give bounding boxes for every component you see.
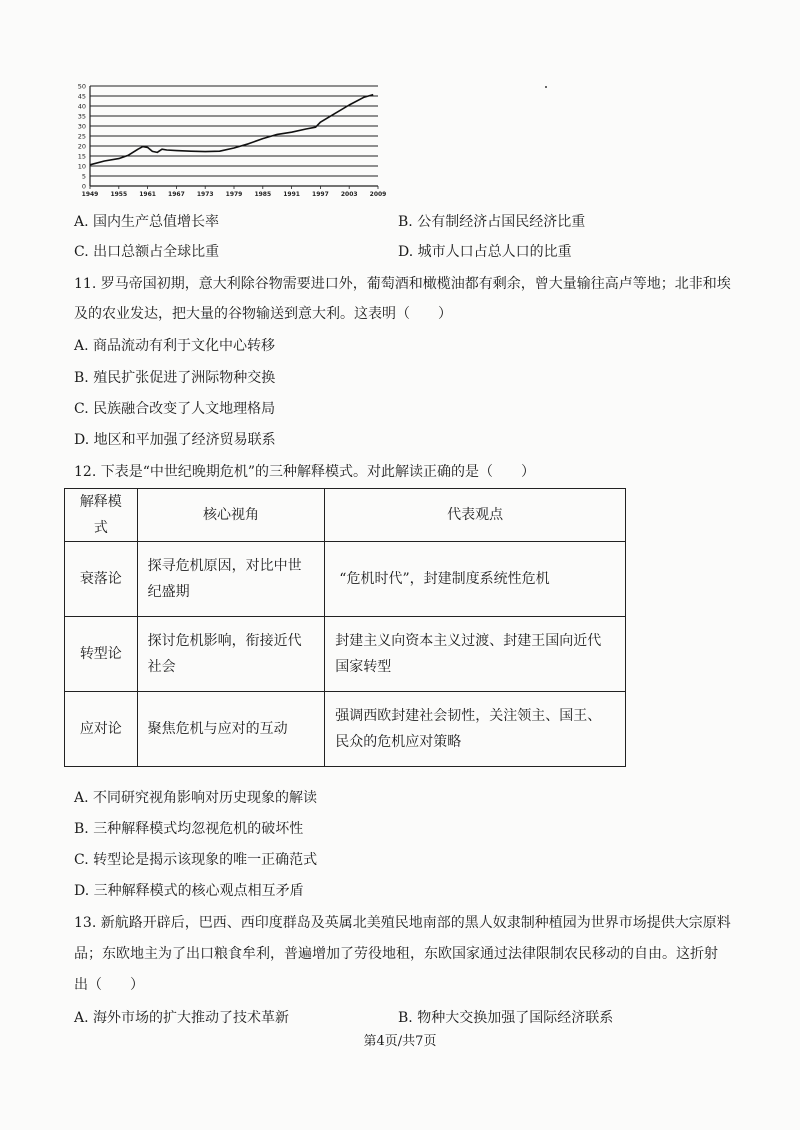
q10-option-d[interactable]: D. 城市人口占总人口的比重 (398, 244, 572, 260)
q13-option-b[interactable]: B. 物种大交换加强了国际经济联系 (398, 1010, 614, 1026)
table-cell: 强调西欧封建社会韧性，关注领主、国王、民众的危机应对策略 (325, 692, 626, 767)
q11-option-c[interactable]: C. 民族融合改变了人文地理格局 (74, 401, 276, 417)
x-tick-label: 1979 (225, 191, 243, 198)
x-tick-label: 2003 (340, 191, 358, 198)
x-tick-label: 1973 (196, 191, 214, 198)
line-chart (66, 78, 406, 208)
q11-option-a[interactable]: A. 商品流动有利于文化中心转移 (74, 338, 276, 354)
x-tick-label: 1985 (254, 191, 272, 198)
y-tick-label: 30 (77, 122, 86, 131)
q11-option-b[interactable]: B. 殖民扩张促进了洲际物种交换 (74, 370, 276, 386)
table-row (65, 692, 626, 767)
q10-option-a[interactable]: A. 国内生产总值增长率 (74, 214, 220, 230)
q12-option-d[interactable]: D. 三种解释模式的核心观点相互矛盾 (74, 883, 304, 899)
q12-option-c[interactable]: C. 转型论是揭示该现象的唯一正确范式 (74, 852, 318, 868)
x-tick-label: 1991 (283, 191, 300, 198)
table-cell: 衰落论 (65, 542, 138, 617)
q10-option-c[interactable]: C. 出口总额占全球比重 (74, 244, 220, 260)
y-tick-label: 40 (77, 102, 86, 111)
table-cell: 封建主义向资本主义过渡、封建王国向近代国家转型 (325, 617, 626, 692)
y-tick-label: 10 (77, 162, 86, 171)
stray-dot (545, 86, 547, 88)
series-line (90, 95, 373, 165)
table-header-cell: 解释模式 (65, 489, 138, 542)
y-tick-label: 45 (77, 92, 86, 101)
q13-stem-line3: 出（ ） (74, 977, 144, 993)
y-tick-label: 35 (77, 112, 86, 121)
table-cell: 聚焦危机与应对的互动 (137, 692, 325, 767)
table-header-cell: 核心视角 (137, 489, 325, 542)
table-cell: 转型论 (65, 617, 138, 692)
x-tick-label: 1949 (81, 191, 99, 198)
x-tick-label: 1997 (312, 191, 329, 198)
q13-option-a[interactable]: A. 海外市场的扩大推动了技术革新 (74, 1010, 290, 1026)
x-tick-label: 1955 (110, 191, 128, 198)
table-header-row (65, 489, 626, 542)
q12-option-b[interactable]: B. 三种解释模式均忽视危机的破坏性 (74, 821, 304, 837)
q13-stem-line1: 13. 新航路开辟后，巴西、西印度群岛及英属北美殖民地南部的黑人奴隶制种植园为世界市场提供大宗原料 (74, 915, 731, 931)
y-tick-label: 15 (77, 152, 86, 161)
y-tick-label: 5 (81, 172, 86, 181)
x-tick-label: 1967 (168, 191, 185, 198)
explanation-table (64, 488, 626, 767)
q11-stem-line2: 及的农业发达，把大量的谷物输送到意大利。这表明（ ） (74, 306, 452, 322)
table-cell: 探讨危机影响，衔接近代社会 (137, 617, 325, 692)
q13-stem-line2: 品；东欧地主为了出口粮食牟利，普遍增加了劳役地租，东欧国家通过法律限制农民移动的自由。这折射 (74, 946, 718, 962)
y-tick-label: 0 (81, 182, 86, 191)
table-cell: 探寻危机原因，对比中世纪盛期 (137, 542, 325, 617)
y-tick-label: 25 (77, 132, 86, 141)
table-cell: 应对论 (65, 692, 138, 767)
q11-option-d[interactable]: D. 地区和平加强了经济贸易联系 (74, 432, 276, 448)
y-tick-label: 50 (77, 82, 86, 91)
table-header-cell: 代表观点 (325, 489, 626, 542)
table-cell: “危机时代”，封建制度系统性危机 (325, 542, 626, 617)
q11-stem-line1: 11. 罗马帝国初期，意大利除谷物需要进口外，葡萄酒和橄榄油都有剩余，曾大量输往高卢等地；北非和埃 (74, 276, 731, 292)
q12-stem: 12. 下表是“中世纪晚期危机”的三种解释模式。对此解读正确的是（ ） (74, 464, 536, 480)
y-tick-label: 20 (77, 142, 86, 151)
x-tick-label: 2009 (369, 191, 387, 198)
table-row (65, 542, 626, 617)
page-number: 第4页/共7页 (363, 1034, 437, 1049)
x-tick-label: 1961 (139, 191, 156, 198)
table-row (65, 617, 626, 692)
chart-svg (66, 78, 406, 208)
q10-option-b[interactable]: B. 公有制经济占国民经济比重 (398, 214, 586, 230)
q12-option-a[interactable]: A. 不同研究视角影响对历史现象的解读 (74, 790, 318, 806)
